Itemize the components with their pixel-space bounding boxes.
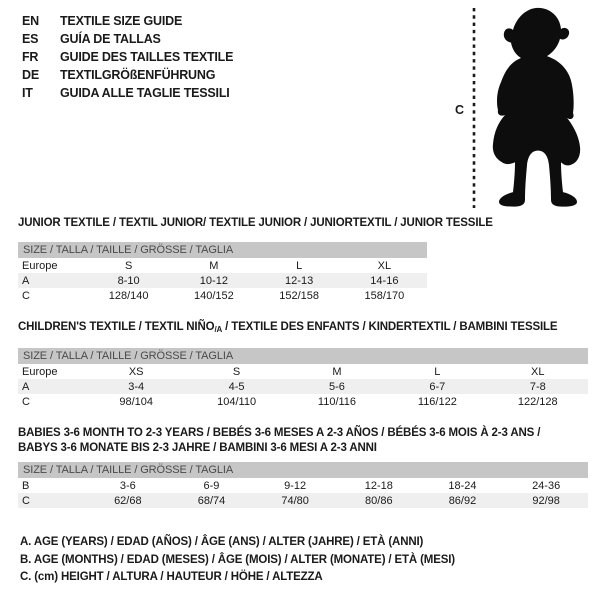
language-code: DE — [22, 68, 39, 82]
table-title-segment: / TEXTILE DES ENFANTS / KINDERTEXTIL / BAMBINI TESSILE — [222, 321, 558, 333]
row-label: A — [18, 379, 86, 394]
row-label: A — [18, 273, 86, 288]
baby-silhouette — [493, 8, 580, 207]
size-header-row — [18, 348, 588, 364]
size-cell: 110/116 — [317, 395, 357, 408]
size-cell: M — [209, 259, 219, 272]
language-label: GUÍA DE TALLAS — [60, 32, 161, 46]
language-row — [22, 66, 233, 84]
table-row — [18, 394, 588, 409]
size-cell: 3-4 — [86, 379, 186, 394]
footnotes — [20, 534, 455, 587]
row-label: Europe — [22, 365, 58, 378]
language-label: GUIDA ALLE TAGLIE TESSILI — [60, 86, 230, 100]
size-table — [18, 242, 427, 303]
size-cell: 10-12 — [171, 273, 256, 288]
size-cell: 86/92 — [421, 493, 505, 508]
size-table-section-junior-textile — [18, 216, 588, 303]
table-title-segment: /A — [214, 325, 223, 334]
language-row — [22, 12, 233, 30]
baby-figure — [448, 2, 598, 214]
table-title — [18, 426, 588, 456]
size-cell: L — [296, 259, 303, 272]
height-measure-label: C — [455, 103, 465, 117]
language-label: TEXTILGRÖßENFÜHRUNG — [60, 68, 216, 82]
table-title-segment: BABYS 3-6 MONATE BIS 2-3 JAHRE / BAMBINI 3-6 MESI A 2-3 ANNI — [18, 442, 377, 454]
footnote: C. (cm) HEIGHT / ALTURA / HAUTEUR / HÖHE / ALTEZZA — [20, 571, 323, 583]
row-label: Europe — [22, 259, 58, 272]
language-list — [22, 12, 233, 102]
size-cell: 92/98 — [504, 493, 588, 508]
table-title-segment: BABIES 3-6 MONTH TO 2-3 YEARS / BEBÉS 3-6 MESES A 2-3 AÑOS / BÉBÉS 3-6 MOIS À 2-3 ANS / — [18, 427, 541, 439]
size-tables — [18, 216, 588, 508]
size-table — [18, 462, 588, 508]
table-row — [18, 379, 588, 394]
size-cell: S — [232, 365, 241, 378]
size-cell: 62/68 — [86, 493, 170, 508]
table-title — [18, 320, 588, 337]
size-cell: 12-13 — [257, 273, 342, 288]
size-header-row — [18, 462, 588, 478]
table-row — [18, 258, 427, 273]
size-cell: 152/158 — [279, 289, 319, 302]
row-label: C — [18, 493, 86, 508]
footnote: A. AGE (YEARS) / EDAD (AÑOS) / ÂGE (ANS) / ALTER (JAHRE) / ETÀ (ANNI) — [20, 536, 424, 548]
size-cell: S — [124, 259, 133, 272]
size-cell: 12-18 — [364, 479, 393, 492]
size-cell: 7-8 — [488, 379, 588, 394]
size-cell: 68/74 — [170, 493, 254, 508]
language-row — [22, 48, 233, 66]
size-cell: 24-36 — [532, 479, 561, 492]
size-table — [18, 348, 588, 409]
size-cell: 18-24 — [448, 479, 477, 492]
table-row — [18, 478, 588, 493]
size-cell: 14-16 — [342, 273, 427, 288]
size-cell: 9-12 — [284, 479, 307, 492]
language-row — [22, 30, 233, 48]
size-cell: 158/170 — [364, 289, 405, 302]
language-label: GUIDE DES TAILLES TEXTILE — [60, 50, 234, 64]
size-cell: 3-6 — [119, 479, 136, 492]
size-cell: 6-7 — [387, 379, 487, 394]
size-cell: 140/152 — [193, 289, 234, 302]
row-label: C — [22, 395, 30, 408]
size-cell: 5-6 — [287, 379, 387, 394]
size-table-section-babies-textile — [18, 426, 588, 508]
size-cell: 122/128 — [517, 395, 558, 408]
footnote: B. AGE (MONTHS) / EDAD (MESES) / ÂGE (MOIS) / ALTER (MONATE) / ETÀ (MESI) — [20, 553, 455, 566]
size-cell: 74/80 — [253, 493, 337, 508]
language-label: TEXTILE SIZE GUIDE — [60, 14, 183, 28]
baby-silhouette-graphic — [448, 2, 598, 214]
size-cell: XS — [128, 365, 144, 378]
size-cell: XL — [377, 259, 392, 272]
size-cell: 8-10 — [86, 273, 171, 288]
language-code: FR — [22, 50, 39, 64]
size-header-row — [18, 242, 427, 258]
language-code: EN — [22, 14, 39, 28]
table-title — [18, 216, 588, 231]
language-code: IT — [22, 86, 33, 100]
size-header-cell: SIZE / TALLA / TAILLE / GRÖSSE / TAGLIA — [18, 242, 427, 258]
size-header-cell: SIZE / TALLA / TAILLE / GRÖSSE / TAGLIA — [18, 348, 588, 364]
size-cell: 128/140 — [108, 289, 149, 302]
table-title-segment: JUNIOR TEXTILE / TEXTIL JUNIOR/ TEXTILE JUNIOR / JUNIORTEXTIL / JUNIOR TESSILE — [18, 217, 493, 229]
size-cell: 116/122 — [417, 395, 457, 408]
table-row — [18, 273, 427, 288]
size-cell: 104/110 — [217, 395, 257, 408]
size-table-section-childrens-textile — [18, 320, 588, 409]
table-row — [18, 364, 588, 379]
size-cell: 4-5 — [186, 379, 286, 394]
size-cell: XL — [531, 365, 545, 378]
language-row — [22, 84, 233, 102]
language-code: ES — [22, 32, 39, 46]
size-cell: L — [434, 365, 441, 378]
size-cell: 98/104 — [119, 395, 154, 408]
table-row — [18, 288, 427, 303]
row-label: B — [22, 479, 30, 492]
row-label: C — [22, 289, 30, 302]
size-header-cell: SIZE / TALLA / TAILLE / GRÖSSE / TAGLIA — [18, 462, 588, 478]
table-row — [18, 493, 588, 508]
size-cell: 6-9 — [203, 479, 220, 492]
table-title-segment: CHILDREN'S TEXTILE / TEXTIL NIÑO — [18, 321, 215, 333]
size-cell: M — [332, 365, 342, 378]
size-cell: 80/86 — [337, 493, 421, 508]
